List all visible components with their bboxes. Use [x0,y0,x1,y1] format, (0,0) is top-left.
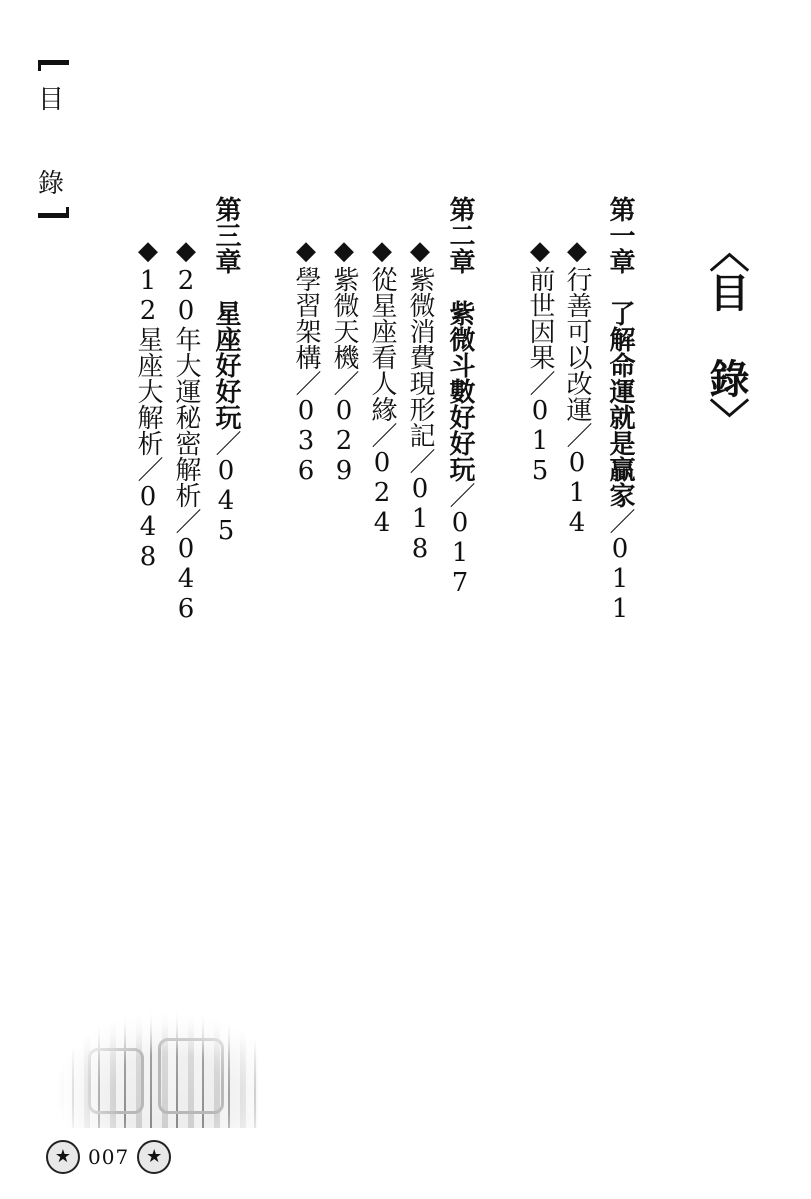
chair-shape [158,1038,224,1114]
separator: ／ [605,508,635,534]
chapter-3-page: 045 [211,456,241,546]
chapter-1-page: 011 [605,534,635,624]
page-number: 007 [88,1145,130,1169]
toc-entry-page: 014 [562,448,592,538]
toc-entry [406,236,434,564]
toc-entry-title: ◆從星座看人緣 [367,236,397,422]
side-tab [38,60,69,218]
separator: ／ [171,508,201,534]
chapter-2-heading [446,196,474,598]
side-tab-open-bracket [38,60,69,71]
toc-entry-page: 018 [405,474,435,564]
separator: ／ [562,422,592,448]
chapter-2-title: 第二章 紫微斗數好好玩 [445,196,475,482]
separator: ／ [133,456,163,482]
separator: ／ [405,448,435,474]
page-footer [46,1140,171,1174]
separator: ／ [211,430,241,456]
toc-entry [172,236,200,624]
decorative-chairs-photo [58,1008,258,1128]
star-glyph: ★ [54,1146,72,1167]
toc-entry-title: ◆12星座大解析 [133,236,163,456]
toc-entry-page: 015 [525,396,555,486]
star-icon [137,1140,171,1174]
separator: ／ [367,422,397,448]
chapter-1-title: 第一章 了解命運就是贏家 [605,196,635,508]
toc-entry-title: ◆紫微消費現形記 [405,236,435,448]
toc-entry [368,236,396,538]
side-tab-char-1: 目 [38,85,65,115]
side-tab-close-bracket [38,207,69,218]
separator: ／ [291,370,321,396]
toc-entry-page: 046 [171,534,201,624]
toc-entry-title: ◆紫微天機 [329,236,359,370]
toc-entry-title: ◆行善可以改運 [562,236,592,422]
toc-entry [134,236,162,572]
chapter-2-page: 017 [445,508,475,598]
chapter-1-heading [606,196,634,624]
toc-entry-page: 029 [329,396,359,486]
side-tab-char-2: 錄 [38,169,65,199]
chair-shape [88,1048,144,1114]
separator: ／ [445,482,475,508]
toc-entry-title: ◆20年大運秘密解析 [171,236,201,508]
toc-entry-page: 036 [291,396,321,486]
star-glyph: ★ [146,1146,163,1167]
toc-entry-page: 024 [367,448,397,538]
toc-entry [330,236,358,486]
separator: ／ [525,370,555,396]
toc-entry-title: ◆學習架構 [291,236,321,370]
star-icon [46,1140,80,1174]
chapter-3-heading [212,196,240,546]
toc-entry [526,236,554,486]
toc-entry [563,236,591,538]
separator: ／ [329,370,359,396]
toc-entry-page: 048 [133,482,163,572]
toc-entry-title: ◆前世因果 [525,236,555,370]
chapter-3-title: 第三章 星座好好玩 [211,196,241,430]
page-title: 〈目 錄〉 [703,232,749,438]
toc-entry [292,236,320,486]
